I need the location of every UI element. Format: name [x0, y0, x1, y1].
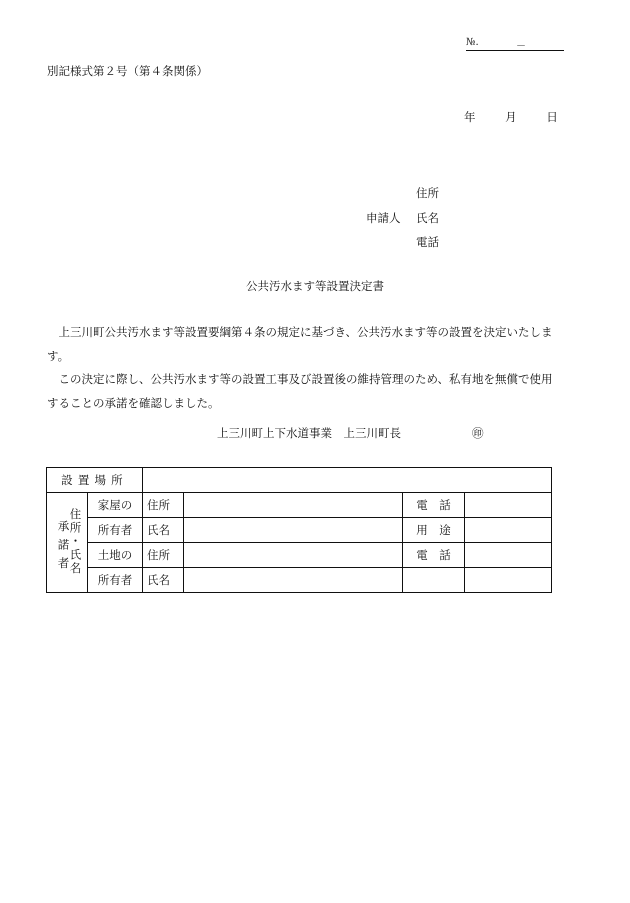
applicant-role-label: 申請人 — [366, 210, 401, 225]
applicant-address-label: 住所 — [416, 186, 439, 200]
table-row — [47, 568, 552, 593]
table-row — [47, 493, 552, 518]
applicant-phone-label: 電話 — [416, 235, 439, 249]
house-name-value[interactable] — [184, 518, 403, 543]
house-address-value[interactable] — [184, 493, 403, 518]
table-row — [47, 543, 552, 568]
usage-label: 用 途 — [403, 518, 465, 543]
date-day-label: 日 — [546, 110, 558, 124]
table-row — [47, 468, 552, 493]
form-reference: 別記様式第２号（第４条関係） — [47, 64, 208, 78]
house-owner-label-2: 所有者 — [88, 518, 143, 543]
house-phone-label: 電 話 — [403, 493, 465, 518]
blank-cell[interactable] — [465, 568, 552, 593]
document-number-field[interactable] — [466, 37, 564, 51]
blank-cell[interactable] — [403, 568, 465, 593]
date-row — [464, 109, 558, 125]
house-address-label: 住所 — [143, 493, 184, 518]
issuer-name: 上三川町上下水道事業 上三川町長 — [217, 426, 401, 440]
land-address-label: 住所 — [143, 543, 184, 568]
body-text — [47, 321, 553, 415]
number-dash: － — [516, 41, 526, 52]
date-month-label: 月 — [505, 110, 517, 124]
consenter-label-col2: 住所・氏名 — [68, 508, 83, 576]
applicant-block — [366, 181, 439, 255]
usage-value[interactable] — [465, 518, 552, 543]
house-owner-label-1: 家屋の — [88, 493, 143, 518]
number-mark: №. — [466, 37, 479, 48]
land-name-value[interactable] — [184, 568, 403, 593]
table-row — [47, 518, 552, 543]
land-owner-label-1: 土地の — [88, 543, 143, 568]
document-title: 公共汚水ます等設置決定書 — [246, 279, 384, 293]
consenter-label — [47, 493, 88, 593]
body-paragraph-1: 上三川町公共汚水ます等設置要綱第４条の規定に基づき、公共汚水ます等の設置を決定いたします。 — [47, 325, 553, 363]
land-name-label: 氏名 — [143, 568, 184, 593]
issuer-line — [217, 425, 484, 441]
land-owner-label-2: 所有者 — [88, 568, 143, 593]
seal-icon: ㊞ — [472, 426, 484, 440]
land-address-value[interactable] — [184, 543, 403, 568]
house-name-label: 氏名 — [143, 518, 184, 543]
date-year-label: 年 — [464, 110, 476, 124]
body-paragraph-2: この決定に際し、公共汚水ます等の設置工事及び設置後の維持管理のため、私有地を無償で使用することの承諾を確認しました。 — [47, 372, 553, 410]
house-phone-value[interactable] — [465, 493, 552, 518]
land-phone-label: 電 話 — [403, 543, 465, 568]
consent-table — [46, 467, 552, 593]
location-value[interactable] — [143, 468, 552, 493]
location-label: 設置場所 — [47, 468, 143, 493]
consenter-label-col1: 承諾者 — [56, 520, 71, 576]
applicant-name-label: 氏名 — [416, 210, 439, 225]
land-phone-value[interactable] — [465, 543, 552, 568]
